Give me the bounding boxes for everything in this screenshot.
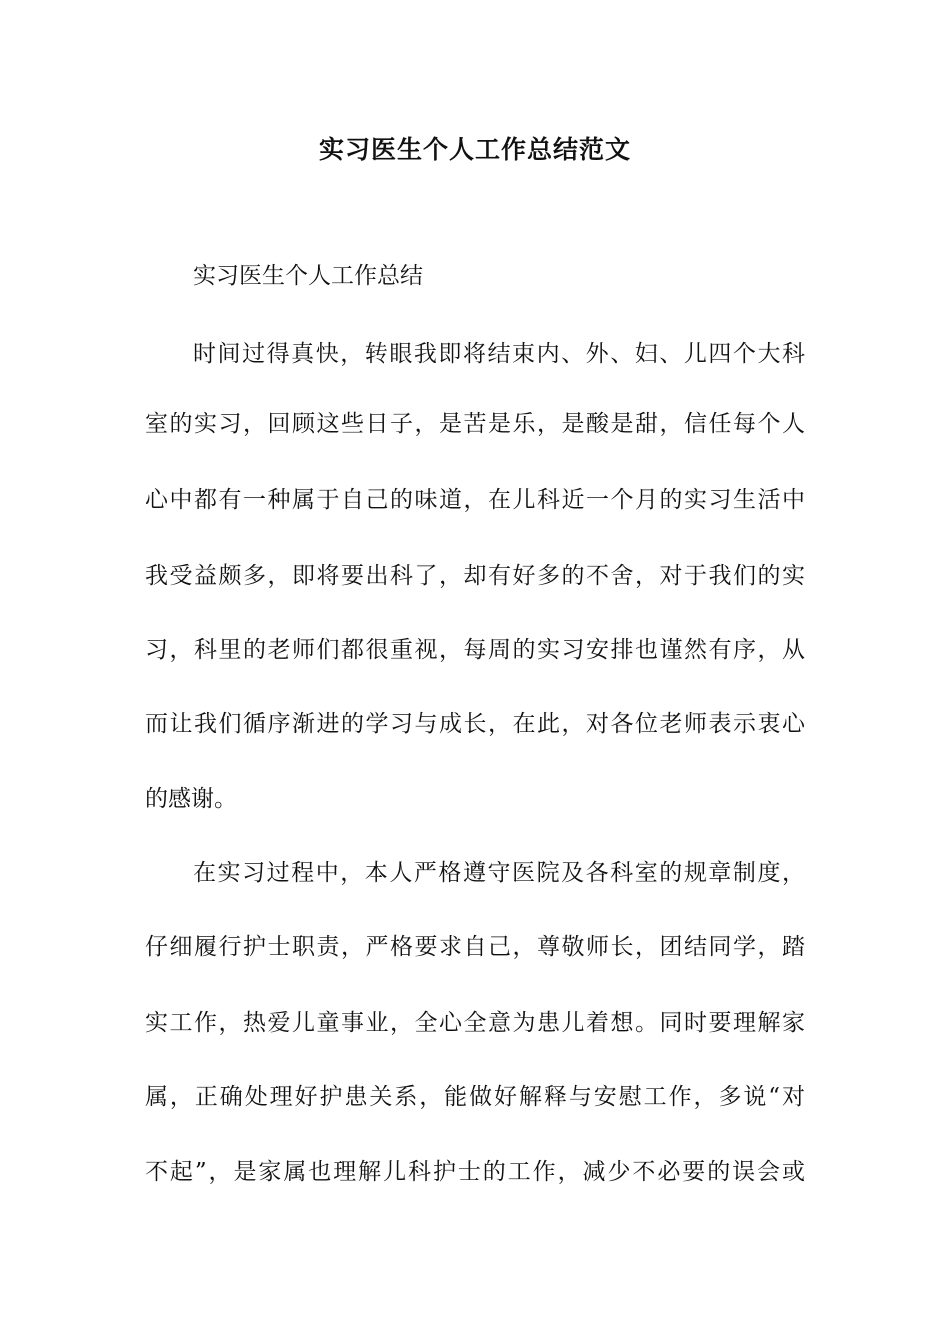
paragraph-2-line-4: 属，正确处理好护患关系，能做好解释与安慰工作，多说“对 [145,1084,805,1110]
paragraph-2-line-1: 在实习过程中，本人严格遵守医院及各科室的规章制度， [193,860,805,886]
document-subtitle: 实习医生个人工作总结 [193,263,423,289]
paragraph-2-line-5: 不起”，是家属也理解儿科护士的工作，减少不必要的误会或 [145,1159,805,1185]
paragraph-1-line-5: 习，科里的老师们都很重视，每周的实习安排也谨然有序，从 [145,637,805,663]
paragraph-1-line-4: 我受益颇多，即将要出科了，却有好多的不舍，对于我们的实 [145,563,805,589]
paragraph-2-line-3: 实工作，热爱儿童事业，全心全意为患儿着想。同时要理解家 [145,1010,805,1036]
paragraph-1-line-3: 心中都有一种属于自己的味道，在儿科近一个月的实习生活中 [145,487,805,513]
paragraph-1-line-2: 室的实习，回顾这些日子，是苦是乐，是酸是甜，信任每个人 [145,411,805,437]
paragraph-2-line-2: 仔细履行护士职责，严格要求自己，尊敬师长，团结同学，踏 [145,934,805,960]
document-title: 实习医生个人工作总结范文 [318,135,631,164]
paragraph-1-line-1: 时间过得真快，转眼我即将结束内、外、妇、儿四个大科 [193,341,805,367]
paragraph-1-line-7: 的感谢。 [145,786,237,812]
paragraph-1-line-6: 而让我们循序渐进的学习与成长，在此，对各位老师表示衷心 [145,711,805,737]
